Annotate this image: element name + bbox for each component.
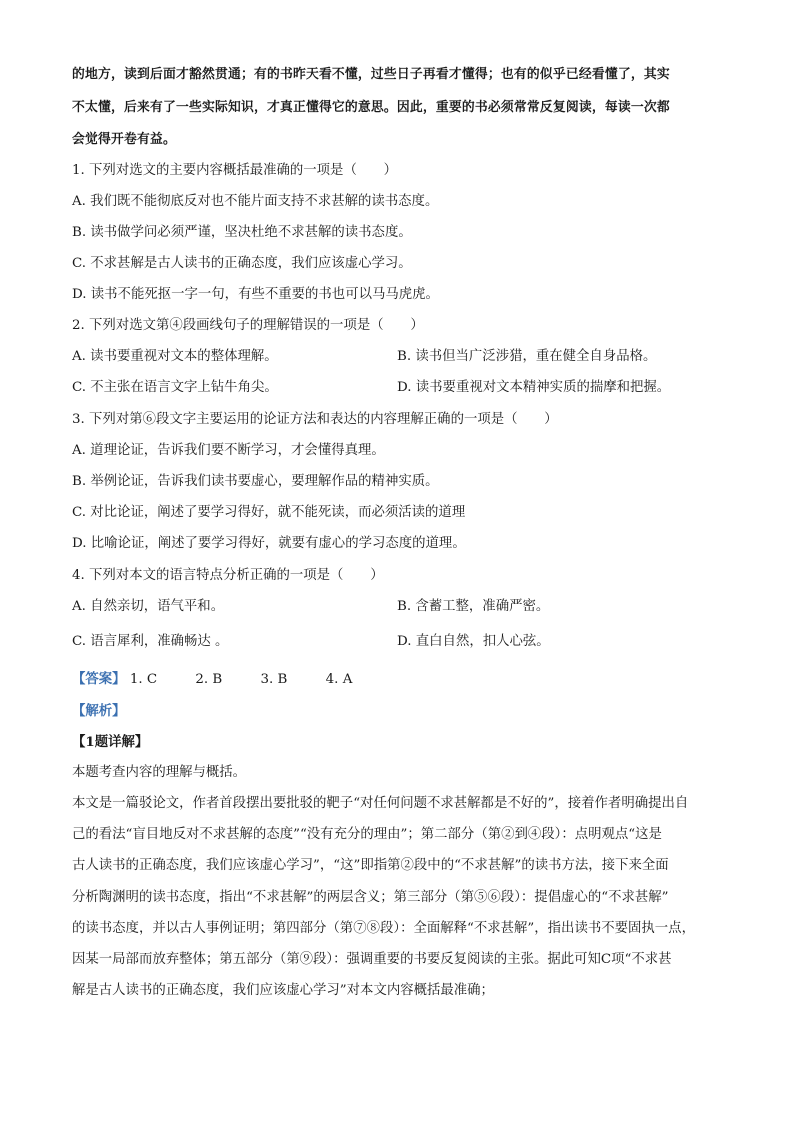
detail-line-6: 因某一局部而放弃整体；第五部分（第⑨段）：强调重要的书要反复阅读的主张。据此可知C项“不求甚	[72, 952, 672, 967]
detail-line-3: 古人读书的正确态度，我们应该虚心学习”，“这”即指第②段中的“不求甚解”的读书方法，接下来全面	[72, 858, 669, 873]
question-3-stem: 3. 下列对第⑥段文字主要运用的论证方法和表达的内容理解正确的一项是（ ）	[72, 412, 558, 427]
analysis-label: 【解析】	[72, 703, 126, 719]
question-1-option-b: B. 读书做学问必须严谨，坚决杜绝不求甚解的读书态度。	[72, 225, 412, 240]
question-3-option-b: B. 举例论证，告诉我们读书要虚心，要理解作品的精神实质。	[72, 474, 439, 489]
question-3-option-c: C. 对比论证，阐述了要学习得好，就不能死读，而必须活读的道理	[72, 505, 466, 520]
answer-item-4: 4. A	[325, 672, 353, 687]
passage-line-1: 的地方，读到后面才豁然贯通；有的书昨天看不懂，过些日子再看才懂得；也有的似乎已经看懂了，其实	[72, 67, 670, 82]
question-3-option-a: A. 道理论证，告诉我们要不断学习，才会懂得真理。	[72, 443, 385, 458]
question-2-option-c: C. 不主张在语言文字上钻牛角尖。	[72, 380, 278, 395]
detail-label: 【1题详解】	[72, 734, 149, 750]
detail-line-4: 分析陶渊明的读书态度，指出“不求甚解”的两层含义；第三部分（第⑤⑥段）：提倡虚心的“不求甚解”	[72, 890, 669, 905]
answer-item-3: 3. B	[260, 672, 288, 687]
detail-intro: 本题考查内容的理解与概括。	[72, 765, 247, 780]
detail-line-5: 的读书态度，并以古人事例证明；第四部分（第⑦⑧段）：全面解释“不求甚解”，指出读书不要固执一点，	[72, 921, 695, 936]
detail-line-2: 己的看法“盲目地反对不求甚解的态度”“没有充分的理由”；第二部分（第②到④段）：点明观点“这是	[72, 827, 662, 842]
question-4-option-d: D. 直白自然，扣人心弦。	[397, 634, 550, 649]
question-2-stem: 2. 下列对选文第④段画线句子的理解错误的一项是（ ）	[72, 318, 424, 333]
question-3-option-d: D. 比喻论证，阐述了要学习得好，就要有虚心的学习态度的道理。	[72, 536, 466, 551]
detail-line-7: 解是古人读书的正确态度，我们应该虚心学习”对本文内容概括最准确；	[72, 983, 494, 998]
question-2-option-b: B. 读书但当广泛涉猎，重在健全自身品格。	[397, 349, 657, 364]
question-1-stem: 1. 下列对选文的主要内容概括最准确的一项是（ ）	[72, 163, 398, 178]
question-1-option-c: C. 不求甚解是古人读书的正确态度，我们应该虚心学习。	[72, 256, 412, 271]
question-1-option-d: D. 读书不能死抠一字一句，有些不重要的书也可以马马虎虎。	[72, 287, 439, 302]
question-4-option-a: A. 自然亲切，语气平和。	[72, 599, 225, 614]
question-4-option-b: B. 含蓄工整，准确严密。	[397, 599, 550, 614]
question-1-option-a: A. 我们既不能彻底反对也不能片面支持不求甚解的读书态度。	[72, 194, 439, 209]
question-2-option-d: D. 读书要重视对文本精神实质的揣摩和把握。	[397, 380, 671, 395]
question-4-stem: 4. 下列对本文的语言特点分析正确的一项是（ ）	[72, 568, 384, 583]
answer-item-2: 2. B	[195, 672, 223, 687]
answer-row	[72, 670, 386, 689]
detail-line-1: 本文是一篇驳论文，作者首段摆出要批驳的靶子“对任何问题不求甚解都是不好的”，接着作者明确提出自	[72, 796, 689, 811]
passage-line-2: 不太懂，后来有了一些实际知识，才真正懂得它的意思。因此，重要的书必须常常反复阅读，每读一次都	[72, 100, 670, 115]
answer-item-1: 1. C	[129, 672, 158, 687]
answer-label: 【答案】	[72, 671, 126, 687]
question-2-option-a: A. 读书要重视对文本的整体理解。	[72, 349, 278, 364]
passage-line-3: 会觉得开卷有益。	[72, 132, 176, 147]
question-4-option-c: C. 语言犀利，准确畅达 。	[72, 634, 229, 649]
